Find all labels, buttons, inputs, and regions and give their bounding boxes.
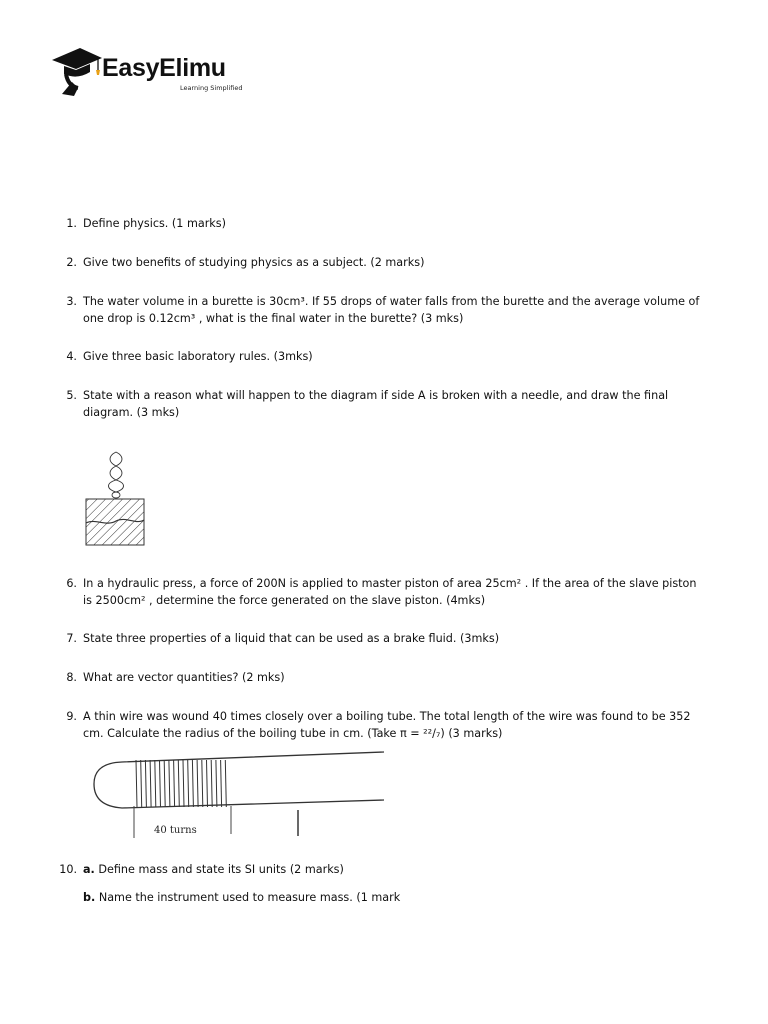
question-text-line-2: cm. Calculate the radius of the boiling tube in cm. (Take π = ²²/₇) (3 marks) xyxy=(83,726,503,740)
question-text-line-2: is 2500cm² , determine the force generated on the slave piston. (4mks) xyxy=(83,593,486,607)
question-number: 7. xyxy=(66,632,77,645)
question-text-line-2: diagram. (3 mks) xyxy=(83,405,180,419)
coil-turn xyxy=(188,760,189,807)
coil-turn xyxy=(192,760,193,807)
question-text-line-1: A thin wire was wound 40 times closely over a boiling tube. The total length of the wire was found to be 352 xyxy=(83,710,691,723)
coil-turn xyxy=(225,760,226,807)
question-number: 3. xyxy=(66,295,77,308)
question-text: State three properties of a liquid that can be used as a brake fluid. (3mks) xyxy=(83,632,500,645)
logo-wordmark: EasyElimu xyxy=(102,54,226,82)
question-text: Define physics. (1 marks) xyxy=(83,217,226,230)
wire-coil xyxy=(136,760,226,807)
coil-turn xyxy=(221,760,222,807)
question-text: What are vector quantities? (2 mks) xyxy=(83,671,285,684)
logo-tagline: Learning Simplified xyxy=(180,84,243,92)
coil-turn xyxy=(216,760,217,807)
question-text-line-1: In a hydraulic press, a force of 200N is applied to master piston of area 25cm² . If the area of the slave piston xyxy=(83,577,697,590)
question-text-line-2: one drop is 0.12cm³ , what is the final water in the burette? (3 mks) xyxy=(83,311,464,325)
coil-turn xyxy=(164,760,165,807)
coil-turn xyxy=(141,760,142,807)
turns-label: 40 turns xyxy=(154,825,197,836)
coil-turn xyxy=(169,760,170,807)
coil-turn xyxy=(178,760,179,807)
question-number: 8. xyxy=(66,671,77,684)
coil-turn xyxy=(145,760,146,807)
question-10b xyxy=(83,890,733,907)
boiling-tube-diagram xyxy=(84,748,404,840)
coil-turn xyxy=(211,760,212,807)
question-number: 2. xyxy=(66,256,77,269)
question-text-line-1: The water volume in a burette is 30cm³. If 55 drops of water falls from the burette and the average volume of xyxy=(83,295,700,308)
part-b-label: b. xyxy=(83,891,96,904)
part-a-text: Define mass and state its SI units (2 marks) xyxy=(98,863,344,876)
question-10a xyxy=(83,862,733,879)
coil-turn xyxy=(183,760,184,807)
coil-turn xyxy=(155,760,156,807)
graduation-cap-icon xyxy=(50,44,106,100)
coil-turn xyxy=(160,760,161,807)
question-number: 6. xyxy=(66,577,77,590)
coil-turn xyxy=(136,760,137,807)
coil-turn xyxy=(207,760,208,807)
part-a-label: a. xyxy=(83,863,95,876)
part-b-text: Name the instrument used to measure mass. (1 mark xyxy=(98,891,401,904)
soap-film-diagram xyxy=(80,448,152,548)
question-text-line-1: State with a reason what will happen to the diagram if side A is broken with a needle, and draw the final xyxy=(83,389,669,402)
question-text: Give two benefits of studying physics as a subject. (2 marks) xyxy=(83,256,425,269)
coil-turn xyxy=(202,760,203,807)
question-text: Give three basic laboratory rules. (3mks) xyxy=(83,350,313,363)
coil-turn xyxy=(174,760,175,807)
question-number: 9. xyxy=(66,710,77,723)
coil-turn xyxy=(197,760,198,807)
question-number: 5. xyxy=(66,389,77,402)
question-number: 10. xyxy=(59,863,77,876)
easyelimu-logo xyxy=(50,44,250,100)
question-number: 1. xyxy=(66,217,77,230)
question-number: 4. xyxy=(66,350,77,363)
coil-turn xyxy=(150,760,151,807)
